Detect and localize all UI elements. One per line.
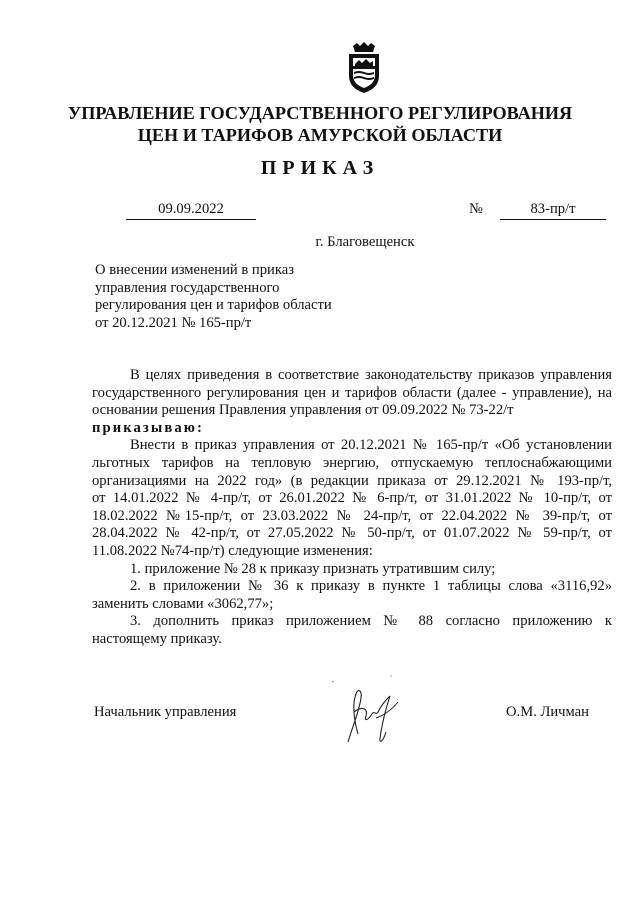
main-text-line: льготных тарифов на тепловую энергию, отпускаемую теплоснабжающими <box>92 454 612 471</box>
subject-line: О внесении изменений в приказ <box>95 262 294 278</box>
preamble-line: государственного регулирования цен и тарифов области (далее - управление), на <box>92 384 612 401</box>
subject-line: регулирования цен и тарифов области <box>95 297 332 314</box>
list-item-3-line: настоящему приказу. <box>92 630 222 647</box>
list-item-3-line: 3. дополнить приказ приложением № 88 согласно приложению к <box>130 613 612 630</box>
main-text-line: 18.02.2022 №15-пр/т, от 23.03.2022 № 24-пр/т, от 22.04.2022 № 39-пр/т, от <box>92 507 612 524</box>
order-number: 83-пр/т <box>500 201 606 220</box>
order-subject <box>95 262 332 332</box>
preamble-line: В целях приведения в соответствие законодательству приказов управления <box>130 367 612 383</box>
list-item-2-line: 2. в приложении № 36 к приказу в пункте 1 таблицы слова «3116,92» <box>130 578 612 595</box>
coat-of-arms-emblem <box>343 42 385 94</box>
signatory-name: О.М. Личман <box>506 704 589 720</box>
preamble-line: основании решения Правления управления от 09.09.2022 № 73-22/т <box>92 402 514 419</box>
main-text-line: Внести в приказ управления от 20.12.2021 № 165-пр/т «Об установлении <box>130 437 612 454</box>
order-date: 09.09.2022 <box>126 201 256 220</box>
organization-name-line-1: УПРАВЛЕНИЕ ГОСУДАРСТВЕННОГО РЕГУЛИРОВАНИЯ <box>67 103 573 123</box>
main-text-line: от 14.01.2022 № 4-пр/т, от 26.01.2022 № 6-пр/т, от 31.01.2022 № 10-пр/т, от <box>92 490 612 507</box>
main-text-line: 28.04.2022 № 42-пр/т, от 27.05.2022 № 50-пр/т, от 01.07.2022 № 59-пр/т, от <box>92 525 612 542</box>
list-item-1: 1. приложение № 28 к приказу признать утратившим силу; <box>130 560 496 577</box>
handwritten-signature <box>328 672 418 752</box>
order-body <box>92 367 612 649</box>
organization-name-line-2: ЦЕН И ТАРИФОВ АМУРСКОЙ ОБЛАСТИ <box>137 125 503 145</box>
main-text-line: организациями на 2022 год» (в редакции приказа от 29.12.2021 № 193-пр/т, <box>92 472 612 489</box>
order-word: приказываю: <box>92 419 204 436</box>
subject-line: управления государственного <box>95 279 280 296</box>
list-item-2-line: заменить словами «3062,77»; <box>92 595 274 612</box>
main-text-line: 11.08.2022 №74-пр/т) следующие изменения: <box>92 542 373 559</box>
number-label: № <box>469 201 483 217</box>
document-type-title: ПРИКАЗ <box>260 157 380 179</box>
subject-line: от 20.12.2021 № 165-пр/т <box>95 314 252 331</box>
city: г. Благовещенск <box>315 234 415 250</box>
signatory-position: Начальник управления <box>94 704 237 720</box>
